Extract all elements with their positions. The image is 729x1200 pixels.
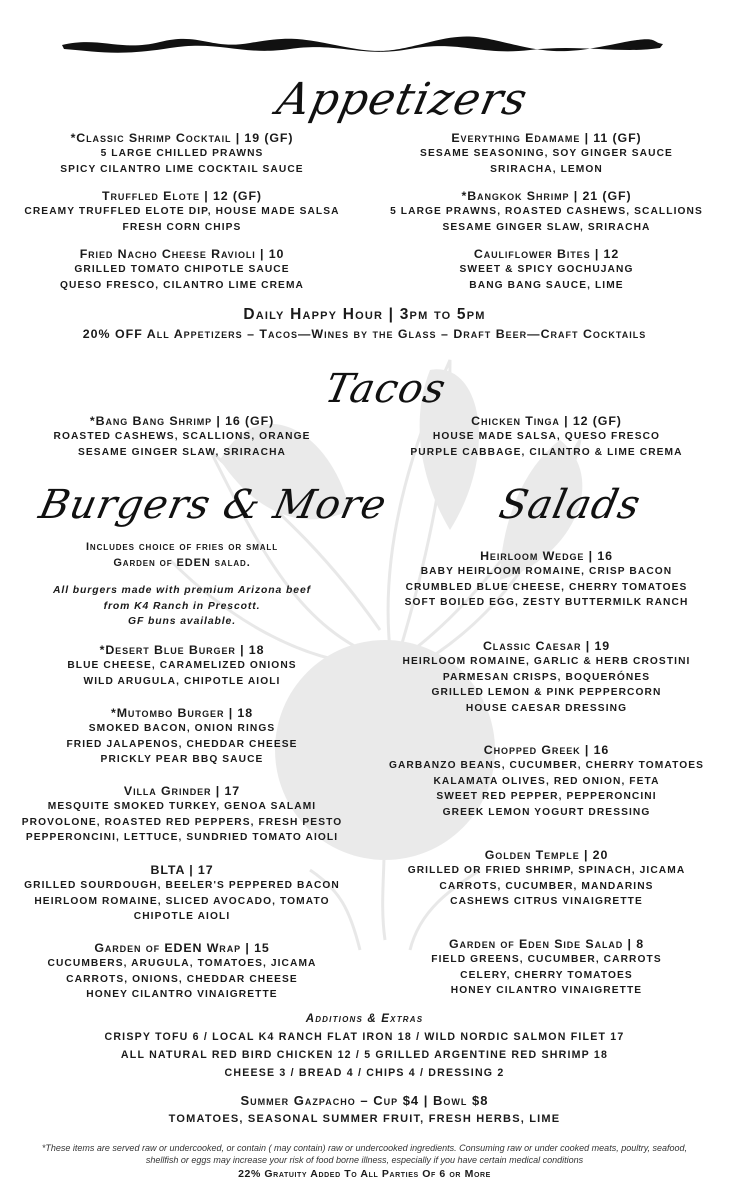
note-line: from K4 Ranch in Prescott. (103, 600, 261, 612)
item-desc: HEIRLOOM ROMAINE, SLICED AVOCADO, TOMATO (34, 895, 330, 907)
item-desc: GRILLED LEMON & PINK PEPPERCORN (431, 687, 662, 699)
item-name: Heirloom Wedge | 16 (480, 549, 613, 563)
item-desc: GRILLED OR FRIED SHRIMP, SPINACH, JICAMA (407, 865, 686, 876)
gazpacho-title: Summer Gazpacho – Cup $4 | Bowl $8 (240, 1093, 489, 1108)
gazpacho-desc: TOMATOES, SEASONAL SUMMER FRUIT, FRESH HERBS, LIME (168, 1113, 561, 1125)
item-desc: SESAME GINGER SLAW, SRIRACHA (78, 446, 286, 458)
item-desc: ROASTED CASHEWS, SCALLIONS, ORANGE (53, 431, 311, 442)
item-desc: PARMESAN CRISPS, BOQUERÓNES (442, 671, 651, 683)
item-desc: SMOKED BACON, ONION RINGS (88, 723, 276, 734)
menu-item (0, 246, 364, 293)
menu-item (0, 642, 364, 689)
item-desc: BABY HEIRLOOM ROMAINE, CRISP BACON (420, 566, 673, 577)
gratuity-note: 22% Gratuity Added To All Parties Of 6 or More (238, 1168, 491, 1180)
menu-item (364, 936, 729, 999)
menu-item (364, 847, 729, 910)
item-name: *Mutombo Burger | 18 (110, 706, 253, 720)
menu-item (364, 246, 729, 293)
item-name: BLTA | 17 (150, 863, 214, 877)
menu-item (364, 638, 729, 716)
salads-heading: Salads (495, 482, 645, 528)
item-desc: CELERY, CHERRY TOMATOES (460, 969, 633, 981)
item-desc: 5 LARGE CHILLED PRAWNS (100, 148, 264, 159)
item-desc: MESQUITE SMOKED TURKEY, GENOA SALAMI (47, 801, 317, 812)
extras-line: CHEESE 3 / BREAD 4 / CHIPS 4 / DRESSING 2 (224, 1067, 505, 1079)
item-desc: GARBANZO BEANS, CUCUMBER, CHERRY TOMATOES (388, 760, 705, 771)
appetizers-heading: Appetizers (272, 74, 533, 125)
item-desc: SESAME GINGER SLAW, SRIRACHA (442, 221, 651, 233)
menu-item (0, 940, 364, 1003)
item-desc: WILD ARUGULA, CHIPOTLE AIOLI (83, 675, 281, 687)
menu-item (0, 188, 364, 235)
item-name: *Classic Shrimp Cocktail | 19 (GF) (70, 131, 294, 145)
tacos-heading: Tacos (321, 366, 451, 412)
item-desc: HONEY CILANTRO VINAIGRETTE (86, 989, 278, 1001)
menu-item (364, 188, 729, 235)
item-name: Fried Nacho Cheese Ravioli | 10 (79, 247, 285, 261)
item-desc: PEPPERONCINI, LETTUCE, SUNDRIED TOMATO AIOLI (25, 832, 339, 844)
burgers-heading: Burgers & More (35, 482, 391, 528)
item-desc: CARROTS, ONIONS, CHEDDAR CHEESE (66, 973, 298, 985)
menu-item (364, 548, 729, 611)
item-name: Garden of Eden Side Salad | 8 (448, 937, 645, 951)
item-desc: HONEY CILANTRO VINAIGRETTE (450, 985, 643, 997)
item-name: *Bangkok Shrimp | 21 (GF) (461, 189, 632, 203)
item-desc: SESAME SEASONING, SOY GINGER SAUCE (420, 148, 673, 159)
item-desc: PRICKLY PEAR BBQ SAUCE (100, 754, 264, 766)
item-name: Chopped Greek | 16 (483, 743, 610, 757)
menu-item (0, 130, 364, 177)
item-desc: CRUMBLED BLUE CHEESE, CHERRY TOMATOES (405, 581, 688, 593)
item-desc: GREEK LEMON YOGURT DRESSING (442, 806, 651, 818)
item-desc: BLUE CHEESE, CARAMELIZED ONIONS (67, 660, 297, 671)
item-desc: SWEET RED PEPPER, PEPPERONCINI (436, 791, 657, 803)
item-desc: KALAMATA OLIVES, RED ONION, FETA (433, 775, 660, 787)
item-desc: QUESO FRESCO, CILANTRO LIME CREMA (59, 279, 304, 291)
note-line: GF buns available. (127, 616, 236, 627)
happy-hour-title: Daily Happy Hour | 3pm to 5pm (243, 306, 486, 323)
item-desc: HOUSE MADE SALSA, QUESO FRESCO (432, 431, 661, 442)
item-desc: PURPLE CABBAGE, CILANTRO & LIME CREMA (410, 446, 683, 458)
item-desc: CHIPOTLE AIOLI (133, 911, 231, 923)
item-desc: PROVOLONE, ROASTED RED PEPPERS, FRESH PESTO (21, 816, 343, 828)
item-desc: SRIRACHA, LEMON (490, 163, 603, 175)
menu-item (0, 705, 364, 768)
item-desc: HEIRLOOM ROMAINE, GARLIC & HERB CROSTINI (402, 656, 691, 667)
item-desc: BANG BANG SAUCE, LIME (469, 279, 624, 291)
item-name: *Bang Bang Shrimp | 16 (GF) (89, 414, 275, 428)
item-desc: GRILLED TOMATO CHIPOTLE SAUCE (74, 264, 290, 275)
menu-item (364, 130, 729, 177)
menu-item (364, 742, 729, 820)
menu-item (0, 862, 364, 925)
raw-food-disclaimer: *These items are served raw or undercooked, or contain ( may contain) raw or undercooked ingredients. Consuming raw or under cooked meats, poultry, seafood, shellfish or eggs may increase your risk of food borne illness, especially if you have certain medical conditions (41, 1143, 688, 1165)
item-name: Golden Temple | 20 (484, 848, 609, 862)
extras-title: Additions & Extras (305, 1013, 424, 1025)
menu-item (364, 413, 729, 460)
item-desc: CREAMY TRUFFLED ELOTE DIP, HOUSE MADE SALSA (24, 206, 340, 217)
menu-item (0, 783, 364, 846)
item-desc: SOFT BOILED EGG, ZESTY BUTTERMILK RANCH (404, 597, 689, 609)
item-desc: 5 LARGE PRAWNS, ROASTED CASHEWS, SCALLIONS (390, 206, 703, 217)
item-desc: SWEET & SPICY GOCHUJANG (459, 264, 634, 275)
item-desc: SPICY CILANTRO LIME COCKTAIL SAUCE (60, 163, 304, 175)
item-desc: FIELD GREENS, CUCUMBER, CARROTS (431, 954, 662, 965)
burger-beef-note (0, 583, 364, 630)
note-line: Garden of EDEN salad. (113, 556, 251, 569)
item-desc: FRESH CORN CHIPS (122, 221, 242, 233)
item-desc: GRILLED SOURDOUGH, BEELER'S PEPPERED BACON (24, 880, 340, 891)
item-name: Cauliflower Bites | 12 (473, 247, 620, 261)
item-name: Classic Caesar | 19 (482, 639, 611, 653)
item-desc: CASHEWS CITRUS VINAIGRETTE (450, 896, 643, 908)
item-desc: FRIED JALAPENOS, CHEDDAR CHEESE (66, 738, 298, 750)
note-line: All burgers made with premium Arizona beef (53, 585, 311, 596)
item-desc: HOUSE CAESAR DRESSING (465, 702, 628, 714)
item-desc: CUCUMBERS, ARUGULA, TOMATOES, JICAMA (47, 958, 317, 969)
item-name: Villa Grinder | 17 (123, 784, 241, 798)
brush-stroke-divider (60, 34, 665, 56)
burger-note (0, 540, 364, 571)
happy-hour-subtitle: 20% OFF All Appetizers – Tacos—Wines by the Glass – Draft Beer—Craft Cocktails (82, 327, 647, 341)
extras-line: ALL NATURAL RED BIRD CHICKEN 12 / 5 GRILLED ARGENTINE RED SHRIMP 18 (120, 1049, 609, 1061)
item-name: Garden of EDEN Wrap | 15 (94, 941, 270, 955)
menu-item (0, 413, 364, 460)
extras-line: CRISPY TOFU 6 / LOCAL K4 RANCH FLAT IRON 18 / WILD NORDIC SALMON FILET 17 (104, 1031, 625, 1043)
item-desc: CARROTS, CUCUMBER, MANDARINS (439, 880, 654, 892)
note-line: Includes choice of fries or small (85, 541, 279, 553)
item-name: Truffled Elote | 12 (GF) (102, 189, 262, 203)
item-name: Chicken Tinga | 12 (GF) (471, 414, 622, 428)
item-name: *Desert Blue Burger | 18 (99, 643, 265, 657)
item-name: Everything Edamame | 11 (GF) (451, 131, 642, 145)
